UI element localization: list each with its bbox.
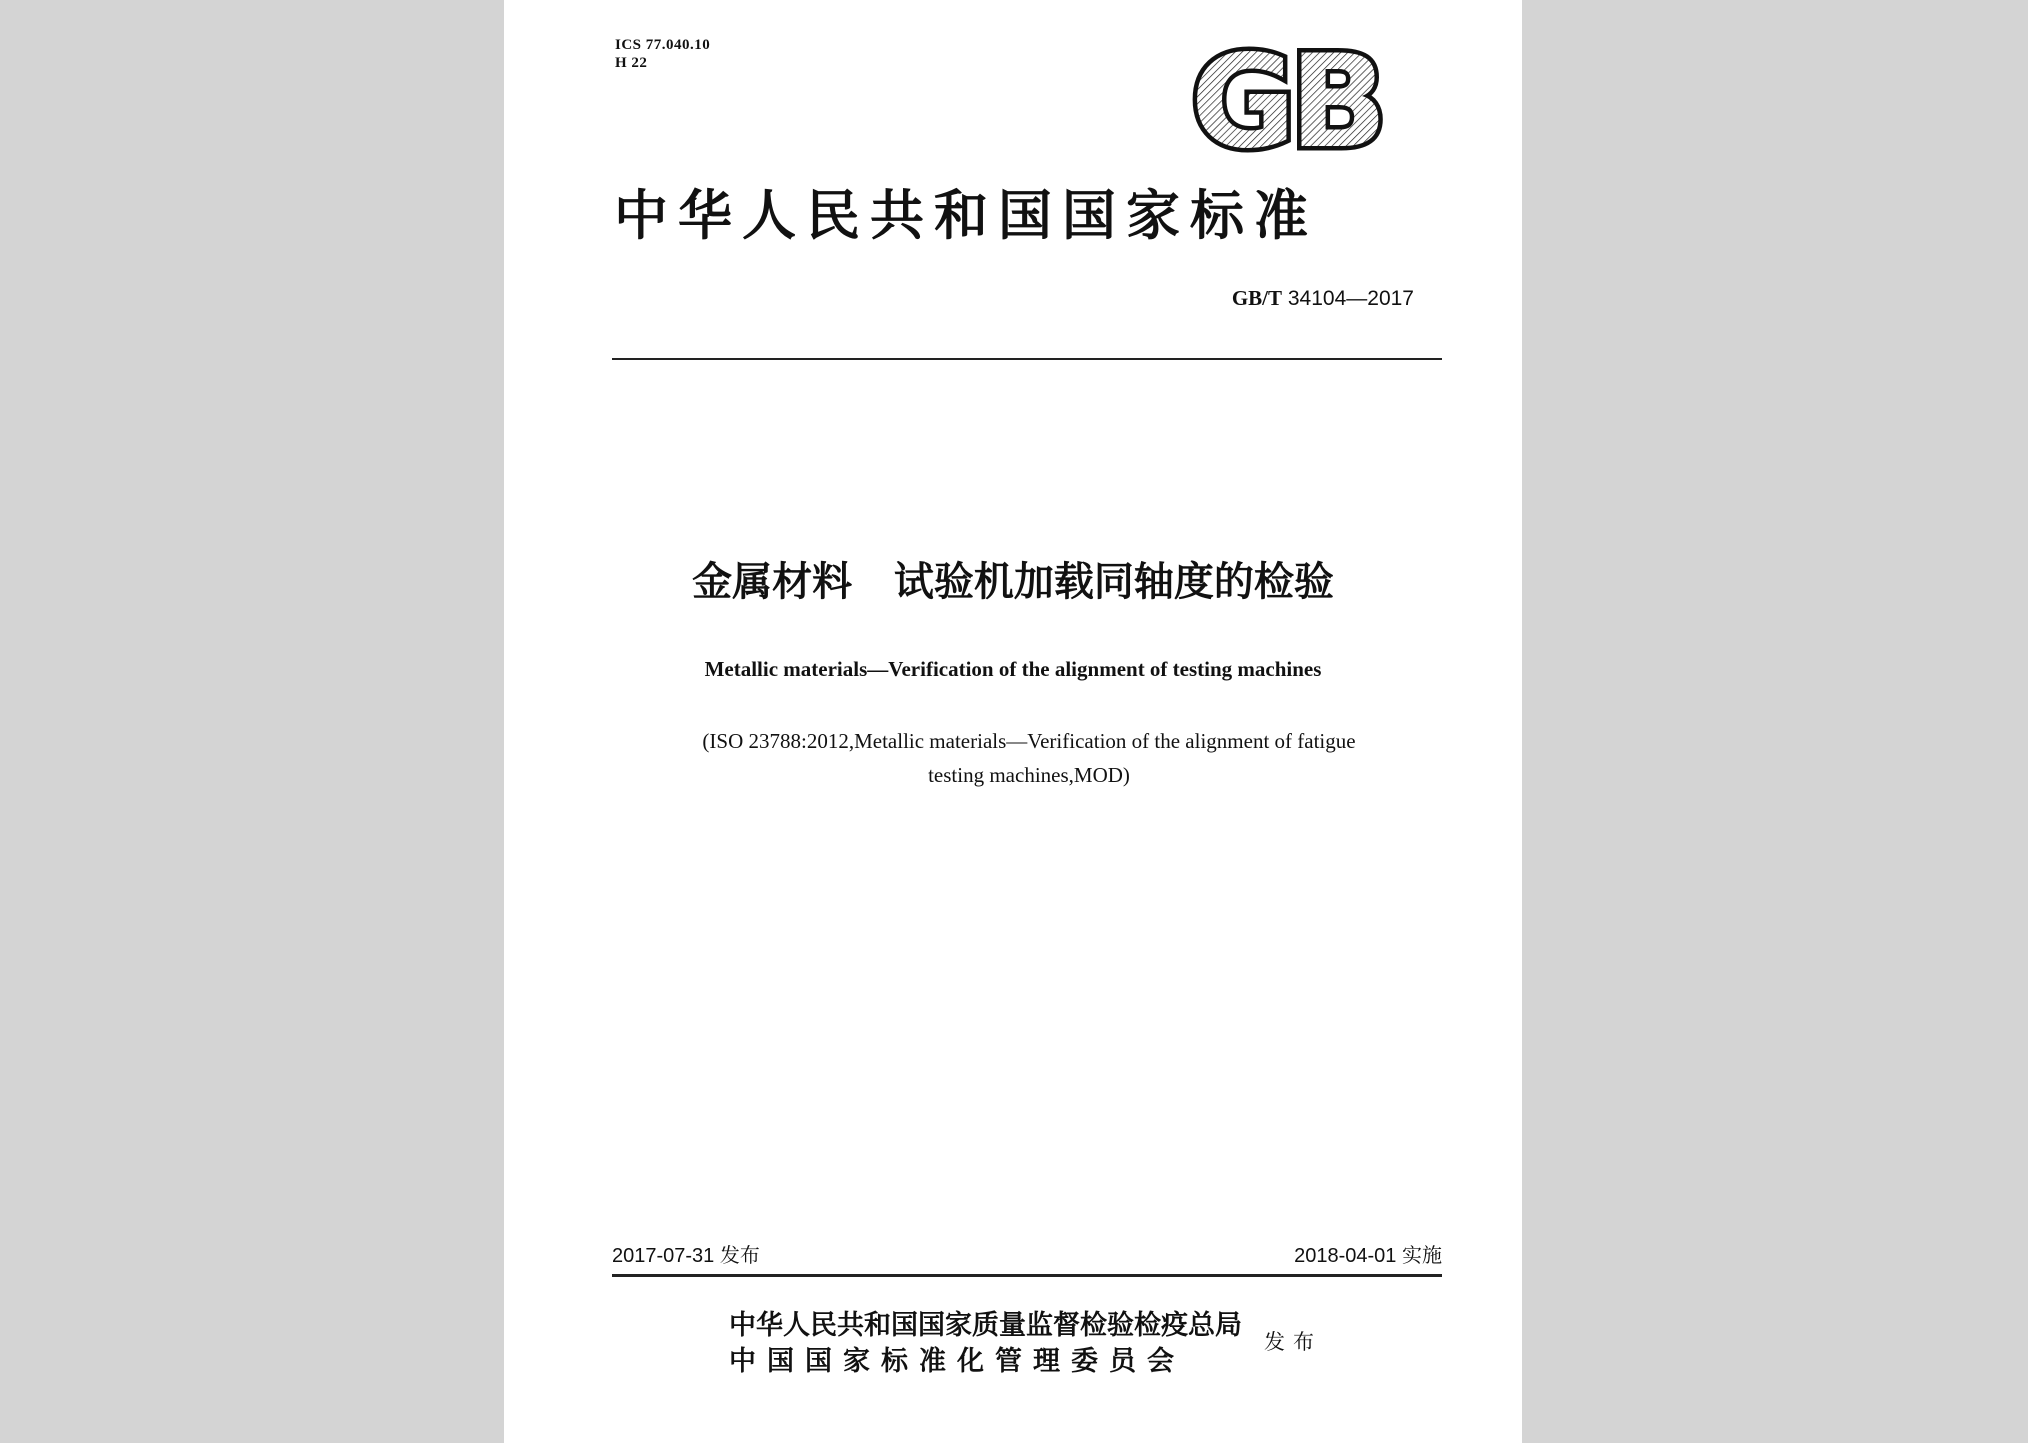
title-chinese: 金属材料 试验机加载同轴度的检验	[692, 559, 1334, 605]
standard-code: 34104—2017	[1287, 287, 1414, 310]
header-divider	[612, 358, 1442, 360]
issue-date: 2017-07-31 发布	[612, 1245, 760, 1267]
implementation-date: 2018-04-01 实施	[1294, 1245, 1442, 1267]
iso-reference-line-1: (ISO 23788:2012,Metallic materials—Verification of the alignment of fatigue	[702, 729, 1356, 753]
svg-text:GB: GB	[1190, 46, 1382, 154]
issuer-aqsiq: 中华人民共和国国家质量监督检验检疫总局	[729, 1310, 1242, 1341]
standard-number	[1232, 286, 1414, 311]
date-row	[612, 1242, 1442, 1270]
ccs-code: H 22	[615, 55, 648, 71]
title-english: Metallic materials—Verification of the alignment of testing machines	[704, 657, 1322, 681]
iso-reference	[614, 724, 1444, 792]
issuer-sac: 中国国家标准化管理委员会	[729, 1346, 1185, 1377]
iso-reference-line-2: testing machines,MOD)	[928, 763, 1130, 787]
gb-logo-icon	[1184, 46, 1389, 154]
publish-label: 发布	[1264, 1330, 1322, 1354]
document-page	[504, 0, 1522, 1443]
ics-code: ICS 77.040.10	[615, 37, 711, 53]
classification-codes	[615, 36, 710, 72]
national-standard-heading: 中华人民共和国国家标准	[614, 183, 1318, 247]
standard-prefix: GB/T	[1231, 286, 1283, 310]
issuing-authorities	[729, 1308, 1242, 1380]
footer-divider	[612, 1274, 1442, 1277]
